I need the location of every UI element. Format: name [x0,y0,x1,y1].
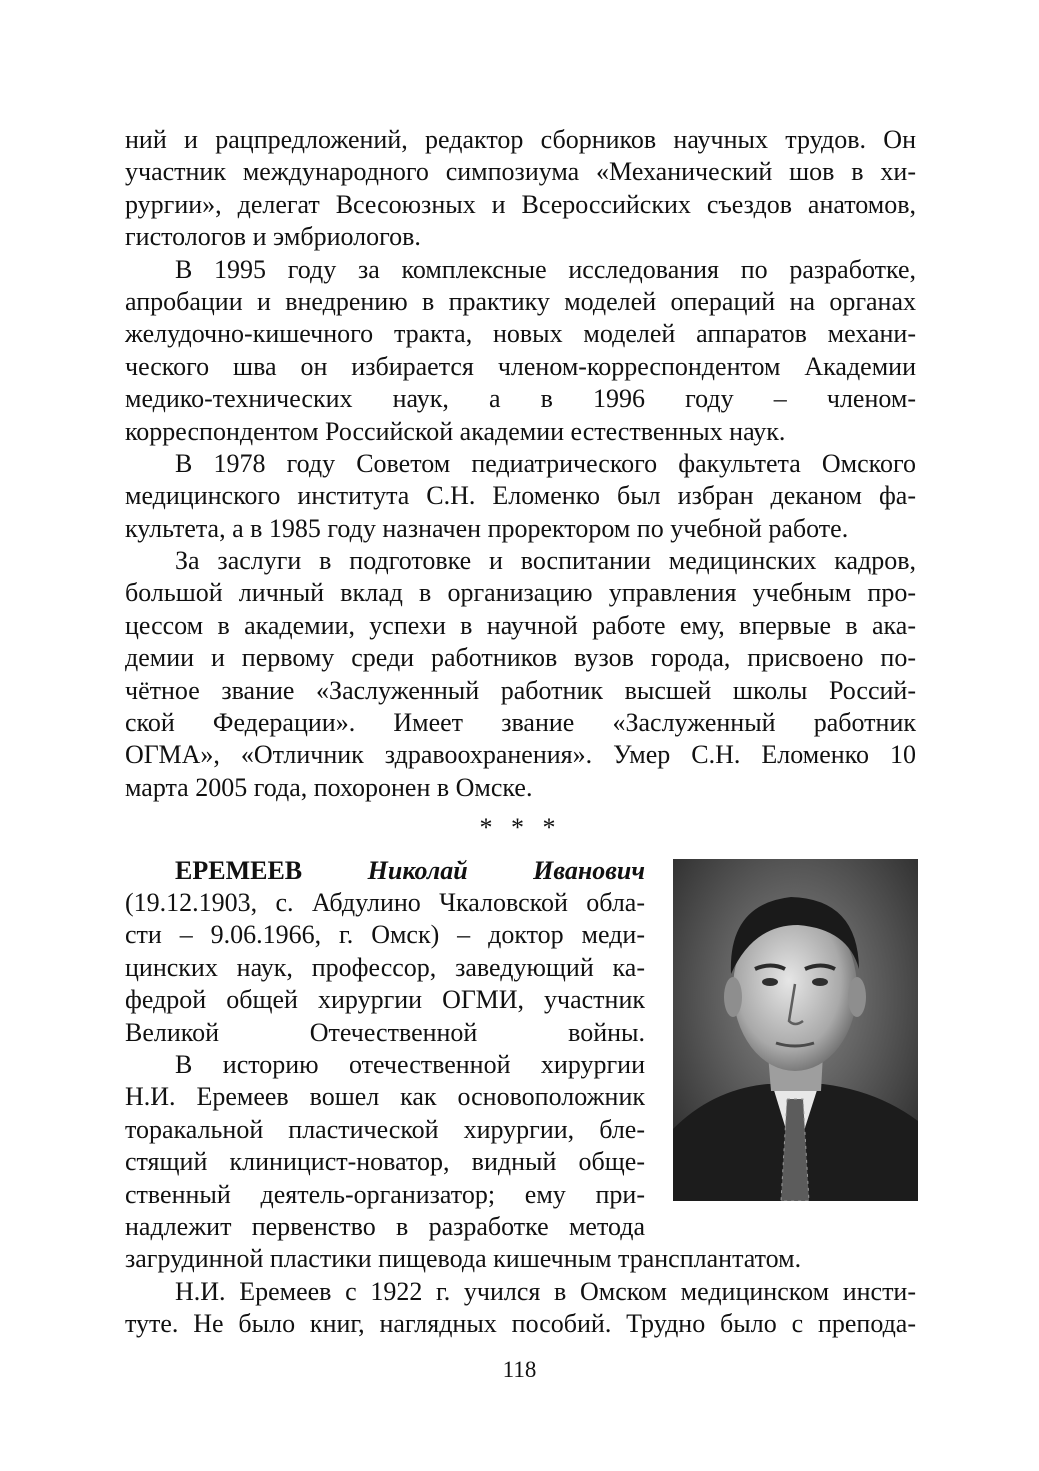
biography-eremeev [125,855,916,1341]
paragraph-dean [125,448,916,545]
text-line: (19.12.1903, с. Абдулино Чкаловской обла- [125,887,645,917]
text-line: цессом в академии, успехи в научной работе ему, впервые в ака- [125,610,916,640]
text-line: Н.И. Еремеев вошел как основоположник [125,1082,645,1112]
text-line: загрудинной пластики пищевода кишечным трансплантатом. [125,1244,802,1274]
text-line: ческого шва он избирается членом-корреспондентом Академии [125,351,916,381]
text-line: ний и рацпредложений, редактор сборников научных трудов. Он [125,125,916,154]
surname: ЕРЕМЕЕВ [175,855,303,885]
text-line: За заслуги в подготовке и воспитании медицинских кадров, [175,546,916,576]
text-line: туте. Не было книг, наглядных пособий. Трудно было с препода- [125,1309,916,1339]
text-line: медицинского института С.Н. Еломенко был избран деканом фа- [125,481,916,511]
text-line: ской Федерации». Имеет звание «Заслуженный работник [125,708,916,738]
text-line: федрой общей хирургии ОГМИ, участник [125,985,645,1015]
text-line: ственный деятель-организатор; ему при- [125,1179,645,1209]
portrait-photo [673,859,918,1201]
text-line: ОГМА», «Отличник здравоохранения». Умер С.Н. Еломенко 10 [125,740,916,770]
text-line: желудочно-кишечного тракта, новых моделей аппаратов механи- [125,319,916,349]
text-line: марта 2005 года, похоронен в Омске. [125,772,533,802]
text-line: сти – 9.06.1966, г. Омск) – доктор меди- [125,920,645,950]
text-line: чётное звание «Заслуженный работник высшей школы Россий- [125,675,916,705]
text-line: рургии», делегат Всесоюзных и Всероссийских съездов анатомов, [125,189,916,219]
biography-continuation [125,1243,916,1340]
text-line: медико-технических наук, а в 1996 году – членом- [125,384,916,414]
text-line: надлежит первенство в разработке метода [125,1211,645,1241]
text-line: В 1995 году за комплексные исследования по разработке, [175,254,916,284]
text-line: апробации и внедрению в практику моделей операций на органах [125,286,916,316]
first-name: Николай [367,855,468,885]
patronymic: Иванович [533,855,645,885]
text-line: торакальной пластической хирургии, бле- [125,1114,645,1144]
text-line: участник международного симпозиума «Механический шов в хи- [125,157,916,187]
text-line: демии и первому среди работников вузов города, присвоено по- [125,643,916,673]
text-line: В 1978 году Советом педиатрического факультета Омского [175,448,916,478]
text-line: большой личный вклад в организацию управления учебным про- [125,578,916,608]
text-line: культета, а в 1985 году назначен проректором по учебной работе. [125,513,849,543]
text-line: Н.И. Еремеев с 1922 г. учился в Омском медицинском инсти- [175,1276,916,1306]
section-separator: * * * [479,813,562,843]
text-line: Великой Отечественной войны. [125,1017,645,1047]
biography-intro [125,855,645,1244]
text-line: В историю отечественной хирургии [175,1049,645,1079]
page-number: 118 [502,1357,537,1382]
page-body [125,124,916,1340]
text-line: гистологов и эмбриологов. [125,222,421,252]
text-line: корреспондентом Российской академии естественных наук. [125,416,786,446]
person-name [125,855,645,887]
paragraph-merits [125,545,916,804]
paragraph-academy-membership [125,254,916,448]
text-line: цинских наук, профессор, заведующий ка- [125,952,645,982]
text-line: стящий клиницист-новатор, видный обще- [125,1147,645,1177]
paragraph-awards [125,124,916,254]
